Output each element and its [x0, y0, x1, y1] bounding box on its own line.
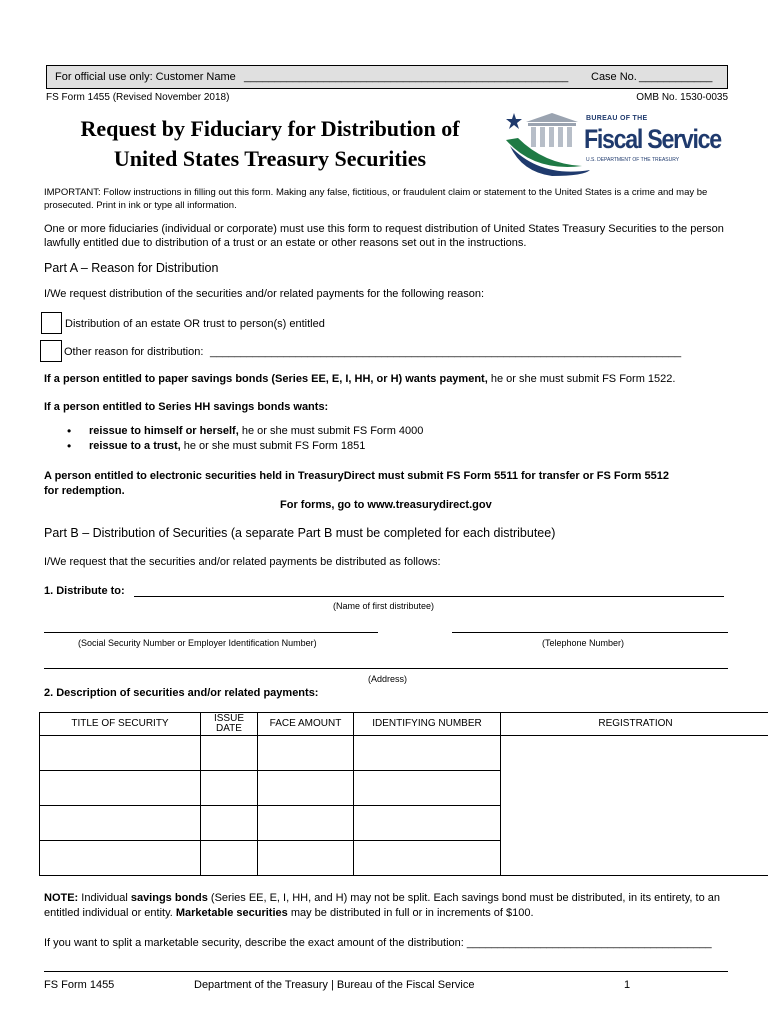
note-label: NOTE: [44, 892, 79, 904]
form-revision: FS Form 1455 (Revised November 2018) [46, 92, 230, 103]
bullet-1-rest: he or she must submit FS Form 4000 [238, 425, 424, 437]
omb-number: OMB No. 1530-0035 [636, 92, 728, 103]
paper-bonds-bold: If a person entitled to paper savings bonds (Series EE, E, I, HH, or H) wants payment, [44, 373, 488, 385]
col-face-amount: FACE AMOUNT [258, 713, 354, 736]
list-item [67, 425, 423, 440]
option-other-checkbox[interactable] [40, 340, 62, 362]
issue-date-text: ISSUE DATE [213, 713, 244, 734]
option-estate-checkbox[interactable] [41, 312, 62, 334]
bullet-2-bold: reissue to a trust, [89, 440, 181, 452]
phone-caption: (Telephone Number) [542, 638, 625, 648]
ssn-field[interactable] [44, 632, 378, 633]
logo-fiscal-service-text: Fiscal Service [584, 124, 721, 154]
title-cell[interactable] [40, 771, 201, 806]
page-title [40, 114, 500, 174]
footer-form: FS Form 1455 [44, 979, 115, 991]
list-item [67, 440, 423, 455]
identifying-number-cell[interactable] [354, 736, 501, 771]
hh-bonds-list [67, 425, 423, 455]
identifying-number-cell[interactable] [354, 841, 501, 876]
title-cell[interactable] [40, 806, 201, 841]
part-a-heading: Part A – Reason for Distribution [44, 261, 219, 275]
option-estate-label: Distribution of an estate OR trust to person(s) entitled [65, 318, 325, 330]
face-amount-cell[interactable] [258, 771, 354, 806]
col-registration: REGISTRATION [501, 713, 768, 736]
split-amount-line-2[interactable] [44, 971, 728, 972]
fiscal-service-logo [504, 110, 724, 180]
electronic-line-2: for redemption. [44, 485, 125, 497]
part-b-request-text: I/We request that the securities and/or related payments be distributed as follows: [44, 556, 441, 568]
col-identifying-number: IDENTIFYING NUMBER [354, 713, 501, 736]
other-reason-field[interactable]: _____________________________________________________________________________ [210, 346, 682, 358]
paper-bonds-rest: he or she must submit FS Form 1522. [487, 373, 676, 385]
title-cell[interactable] [40, 736, 201, 771]
note-paragraph [44, 891, 744, 921]
issue-date-cell[interactable] [201, 806, 258, 841]
split-text: If you want to split a marketable security, describe the exact amount of the distribution: [44, 937, 464, 949]
official-use-box [46, 65, 728, 89]
face-amount-cell[interactable] [258, 806, 354, 841]
logo-department-text: U.S. DEPARTMENT OF THE TREASURY [586, 157, 680, 163]
note-marketable: Marketable securities [175, 907, 288, 919]
forms-link[interactable]: For forms, go to www.treasurydirect.gov [280, 499, 492, 511]
col-title-of-security: TITLE OF SECURITY [40, 713, 201, 736]
split-amount-field[interactable]: ________________________________________ [466, 937, 712, 949]
title-line-1: Request by Fiduciary for Distribution of [80, 116, 460, 141]
case-number-field[interactable]: ____________ [639, 71, 713, 83]
description-label: 2. Description of securities and/or related payments: [44, 687, 319, 699]
note-text-3: may be distributed in full or in increments of $100. [287, 907, 534, 919]
telephone-field[interactable] [452, 632, 728, 633]
issue-date-cell[interactable] [201, 841, 258, 876]
paper-bonds-note [44, 373, 675, 385]
address-field[interactable] [44, 668, 728, 669]
ssn-caption: (Social Security Number or Employer Identification Number) [78, 638, 317, 648]
page-number: 1 [624, 979, 631, 991]
note-text-2: (Series EE, E, I, HH, and H) may not be split. Each savings bond must be distributed, in its entirety, to an entitled individual or entity. [44, 892, 721, 919]
distribute-to-label: 1. Distribute to: [44, 585, 125, 597]
title-line-2: United States Treasury Securities [113, 146, 427, 171]
customer-name-field[interactable]: _____________________________________________________ [244, 71, 569, 83]
case-number-label: Case No. [591, 71, 637, 83]
distributee-name-field[interactable] [134, 596, 724, 597]
name-caption: (Name of first distributee) [333, 601, 435, 611]
identifying-number-cell[interactable] [354, 806, 501, 841]
electronic-securities-note [44, 469, 744, 499]
face-amount-cell[interactable] [258, 841, 354, 876]
identifying-number-cell[interactable] [354, 771, 501, 806]
title-cell[interactable] [40, 841, 201, 876]
address-caption: (Address) [368, 674, 408, 684]
footer-department: Department of the Treasury | Bureau of the Fiscal Service [194, 979, 475, 991]
logo-bureau-text: BUREAU OF THE [586, 115, 648, 122]
treasury-building-icon [504, 110, 594, 178]
issue-date-cell[interactable] [201, 771, 258, 806]
registration-cell[interactable] [501, 736, 768, 876]
note-savings-bonds: savings bonds [130, 892, 208, 904]
intro-paragraph: One or more fiduciaries (individual or corporate) must use this form to request distribution of United States Treasury Securities to the person lawfully entitled due to distribution of a trust or an estate or other reasons set out in the instructions. [44, 223, 724, 249]
customer-name-label: For official use only: Customer Name [55, 71, 236, 83]
col-issue-date [201, 713, 258, 736]
part-a-request-text: I/We request distribution of the securities and/or related payments for the following reason: [44, 288, 485, 300]
option-other-label: Other reason for distribution: [64, 346, 204, 358]
issue-date-cell[interactable] [201, 736, 258, 771]
important-notice: IMPORTANT: Follow instructions in filling out this form. Making any false, fictitious, or fraudulent claim or statement to the United States is a crime and may be prosecuted. Print in ink or type all information. [44, 187, 708, 211]
face-amount-cell[interactable] [258, 736, 354, 771]
table-row [40, 736, 768, 771]
bullet-1-bold: reissue to himself or herself, [89, 425, 239, 437]
part-b-heading: Part B – Distribution of Securities (a separate Part B must be completed for each distributee) [44, 526, 556, 540]
electronic-line-1: A person entitled to electronic securities held in TreasuryDirect must submit FS Form 5511 for transfer or FS Form 5512 [44, 470, 669, 482]
split-instruction [44, 937, 712, 949]
hh-bonds-heading: If a person entitled to Series HH savings bonds wants: [44, 401, 329, 413]
table-header-row [40, 713, 768, 736]
bullet-2-rest: he or she must submit FS Form 1851 [180, 440, 366, 452]
note-text-1: Individual [78, 892, 131, 904]
securities-table [39, 712, 768, 876]
